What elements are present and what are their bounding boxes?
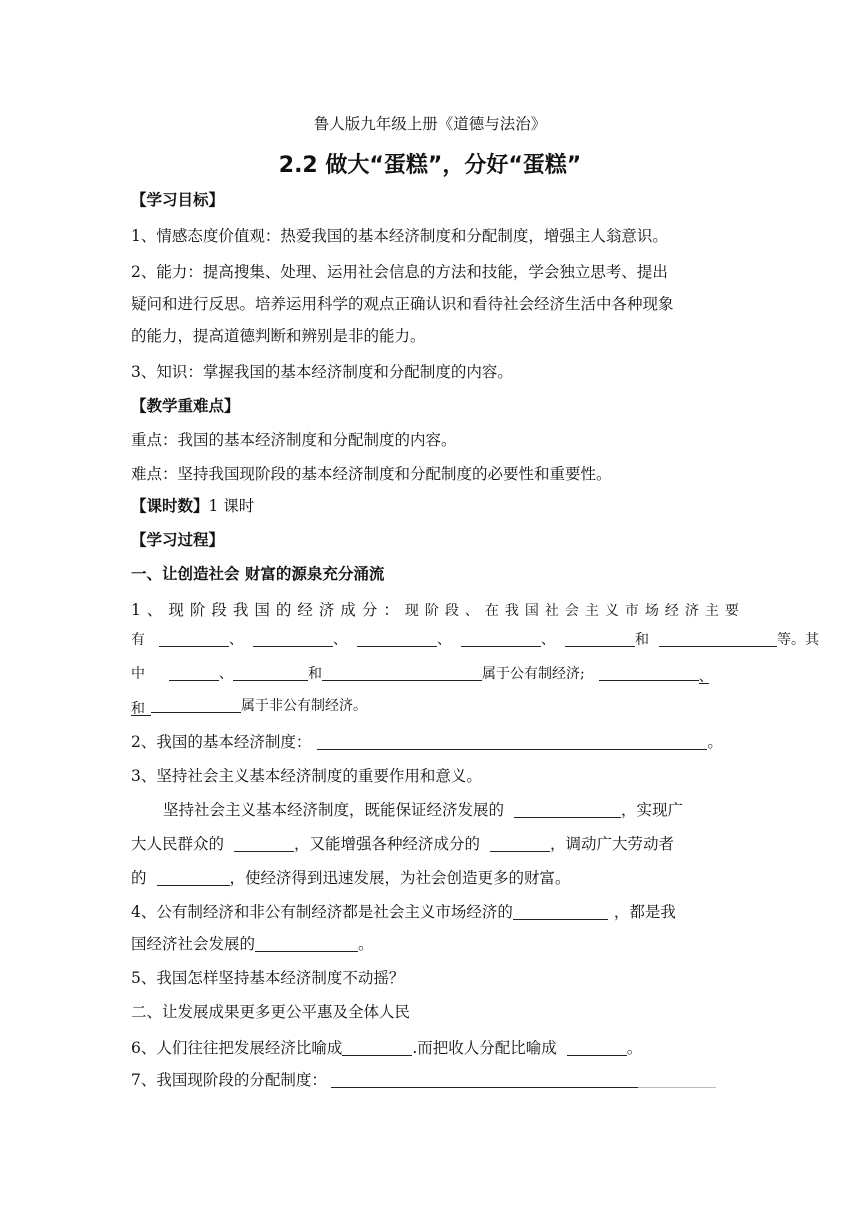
blank-field[interactable] [490,835,550,852]
question-1-line-b [131,630,819,650]
blank-field-end: 、 [698,669,713,685]
q4a-text-2: ，都是我 [613,903,676,921]
q2-end: 。 [707,733,723,751]
header-text: 鲁人版九年级上册《道德与法治》 [313,115,547,133]
q1c-start: 中 [131,666,145,682]
difficult-point: 难点：坚持我国现阶段的基本经济制度和分配制度的必要性和重要性。 [131,465,612,483]
blank-field[interactable] [331,1071,638,1088]
q3b-text-3: ，调动广大劳动者 [550,835,675,853]
class-hours-value: 1 课时 [208,497,255,515]
q1b-sep: 、 [229,632,243,648]
blank-field[interactable] [159,630,229,647]
q1b-end: 等。其 [777,632,819,648]
question-1-label: 1、现阶段我国的经济成分： [131,601,405,619]
goal-2b: 疑问和进行反思。培养运用科学的观点正确认识和看待社会经济生活中各种现象 [131,295,674,313]
question-3: 3、坚持社会主义基本经济制度的重要作用和意义。 [131,767,482,785]
q6-end: 。 [626,1039,643,1057]
blank-field[interactable] [253,630,333,647]
goal-3: 3、知识：掌握我国的基本经济制度和分配制度的内容。 [131,363,513,381]
q3b-text: 大人民群众的 [131,835,225,853]
q1b-and: 和 [635,632,649,648]
blank-field[interactable] [322,664,482,681]
question-4-line-a [131,902,676,922]
blank-field[interactable] [461,630,541,647]
question-3-line-c [131,868,571,888]
q1b-sep: 、 [333,632,347,648]
goal-1: 1、情感态度价值观：热爱我国的基本经济制度和分配制度，增强主人翁意识。 [131,227,668,245]
question-3-line-b [131,834,674,854]
q1c-sep: 、 [219,666,233,682]
q1b-sep: 、 [541,632,555,648]
q4a-text: 4、公有制经济和非公有制经济都是社会主义市场经济的 [131,903,513,921]
q1c-mid: 属于公有制经济; [482,666,585,682]
blank-field[interactable] [357,630,437,647]
q1d-start: 和 [131,699,151,716]
q3b-text-2: ，又能增强各种经济成分的 [294,835,481,853]
blank-field[interactable] [565,630,635,647]
question-2 [131,732,723,752]
q6-text-2: .而把收人分配比喻成 [412,1039,557,1057]
q1b-sep: 、 [437,632,451,648]
blank-field[interactable] [169,664,219,681]
q3c-text: 的 [131,869,147,887]
part-1-heading: 一、让创造社会 财富的源泉充分涌流 [131,565,385,583]
question-1-line-d [131,696,367,716]
question-7 [131,1070,716,1090]
q3a-text-2: ，实现广 [621,801,684,819]
section-process: 【学习过程】 [131,531,225,549]
page-title: 2.2 做大“蛋糕”，分好“蛋糕” [278,153,582,178]
blank-field[interactable] [567,1039,627,1056]
goal-2c: 的能力，提高道德判断和辨别是非的能力。 [131,327,426,345]
q4b-end: 。 [358,935,374,953]
blank-field[interactable] [317,733,707,750]
goal-2a: 2、能力：提高搜集、处理、运用社会信息的方法和技能，学会独立思考、提出 [131,263,668,281]
q4b-text: 国经济社会发展的 [131,935,256,953]
question-6 [131,1038,642,1058]
blank-field[interactable] [659,630,777,647]
blank-field[interactable] [233,664,308,681]
q1b-start: 有 [131,632,145,648]
blank-field[interactable] [514,801,621,818]
q1d-end: 属于非公有制经济。 [241,698,367,714]
blank-field[interactable] [599,664,699,681]
class-hours-label: 【课时数】 [131,497,209,515]
class-hours [131,496,254,516]
q7-label: 7、我国现阶段的分配制度： [131,1071,327,1089]
blank-field[interactable] [255,935,358,952]
question-3-line-a [163,800,683,820]
part-2-heading: 二、让发展成果更多更公平惠及全体人民 [131,1003,411,1021]
question-5: 5、我国怎样坚持基本经济制度不动摇？ [131,969,405,987]
blank-field[interactable] [151,696,241,713]
blank-field[interactable] [157,869,230,886]
q6-text: 6、人们往往把发展经济比喻成 [131,1039,343,1057]
question-1-line-c [131,664,713,685]
question-1-text: 现阶段、在我国社会主义市场经济主要 [404,603,745,619]
question-4-line-b [131,934,374,954]
blank-field[interactable] [342,1039,412,1056]
q3a-text: 坚持社会主义基本经济制度，既能保证经济发展的 [163,801,505,819]
blank-field-tail [638,1071,716,1088]
question-1-line-a [131,600,745,621]
key-point: 重点：我国的基本经济制度和分配制度的内容。 [131,431,457,449]
blank-field[interactable] [513,903,608,920]
blank-field[interactable] [234,835,294,852]
section-key-points: 【教学重难点】 [131,397,240,415]
section-goals: 【学习目标】 [131,191,225,209]
q2-label: 2、我国的基本经济制度： [131,733,312,751]
q3c-text-2: ，使经济得到迅速发展，为社会创造更多的财富。 [229,869,571,887]
q1c-and: 和 [308,666,322,682]
